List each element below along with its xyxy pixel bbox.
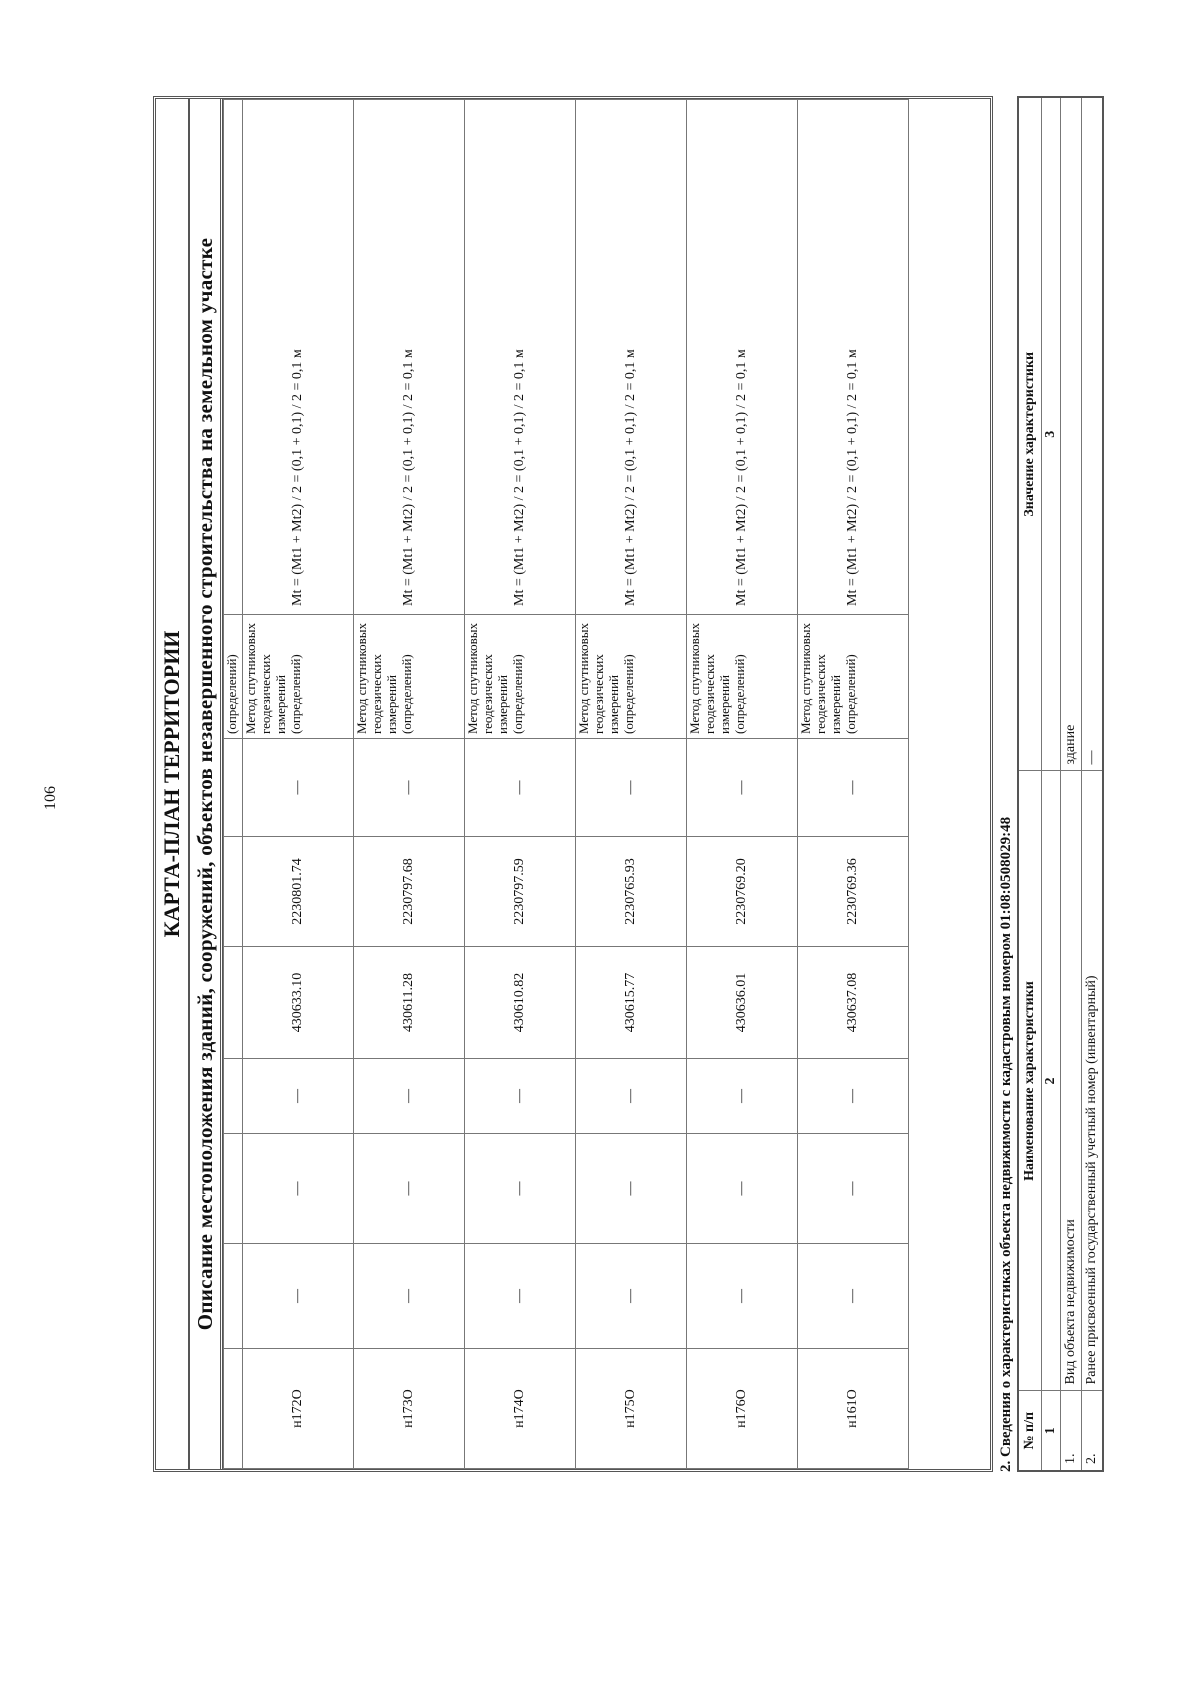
point-name: н161О	[798, 1349, 909, 1469]
dash-cell: —	[465, 739, 576, 837]
coord-y: 2230797.68	[354, 837, 465, 947]
document-title: КАРТА-ПЛАН ТЕРРИТОРИИ	[156, 99, 190, 1469]
dash-cell: —	[687, 1244, 798, 1349]
section-2-heading-text: 2. Сведения о характеристиках объекта недвижимости с кадастровым номером	[998, 933, 1014, 1472]
table-top-row	[224, 100, 243, 1469]
table-row	[354, 100, 465, 1469]
point-name: н174О	[465, 1349, 576, 1469]
dash-cell: —	[465, 1244, 576, 1349]
coord-y: 2230765.93	[576, 837, 687, 947]
coord-y: 2230769.36	[798, 837, 909, 947]
dash-cell: —	[243, 1134, 354, 1244]
characteristic-value: здание	[1061, 97, 1082, 771]
table-row	[243, 100, 354, 1469]
point-name: н172О	[243, 1349, 354, 1469]
method-cell: Метод спутниковых геодезических измерений (определений)	[687, 615, 798, 739]
coord-x: 430636.01	[687, 947, 798, 1059]
point-name: н175О	[576, 1349, 687, 1469]
table-row	[576, 100, 687, 1469]
cadastral-number: 01:08:0508029:48	[998, 816, 1014, 930]
method-cell: Метод спутниковых геодезических измерений (определений)	[798, 615, 909, 739]
colnum-3: 3	[1042, 97, 1061, 771]
row-number: 1.	[1061, 1391, 1082, 1471]
point-name: н176О	[687, 1349, 798, 1469]
dash-cell: —	[798, 739, 909, 837]
dash-cell: —	[243, 1244, 354, 1349]
coord-x: 430615.77	[576, 947, 687, 1059]
dash-cell: —	[798, 1244, 909, 1349]
header-no: № п/п	[1018, 1391, 1042, 1471]
method-cell: Метод спутниковых геодезических измерений (определений)	[354, 615, 465, 739]
formula-cell: Mt = (Mt1 + Mt2) / 2 = (0,1 + 0,1) / 2 = 0,1 м	[354, 100, 465, 615]
formula-cell: Mt = (Mt1 + Mt2) / 2 = (0,1 + 0,1) / 2 = 0,1 м	[798, 100, 909, 615]
dash-cell: —	[354, 1134, 465, 1244]
table-row	[687, 100, 798, 1469]
method-cell: Метод спутниковых геодезических измерений (определений)	[576, 615, 687, 739]
characteristic-name: Ранее присвоенный государственный учетный номер (инвентарный)	[1082, 771, 1104, 1391]
coord-y: 2230769.20	[687, 837, 798, 947]
points-table	[223, 99, 909, 1469]
method-cell: Метод спутниковых геодезических измерений (определений)	[243, 615, 354, 739]
coord-x: 430611.28	[354, 947, 465, 1059]
characteristics-header-row	[1018, 97, 1042, 1471]
header-name: Наименование характеристики	[1018, 771, 1042, 1391]
colnum-2: 2	[1042, 771, 1061, 1391]
coord-y: 2230797.59	[465, 837, 576, 947]
section-subtitle: Описание местоположения зданий, сооружений, объектов незавершенного строительства на земельном участке	[190, 99, 223, 1469]
formula-cell: Mt = (Mt1 + Mt2) / 2 = (0,1 + 0,1) / 2 = 0,1 м	[576, 100, 687, 615]
dash-cell: —	[576, 1059, 687, 1134]
characteristic-name: Вид объекта недвижимости	[1061, 771, 1082, 1391]
characteristic-value: —	[1082, 97, 1104, 771]
point-name: н173О	[354, 1349, 465, 1469]
dash-cell: —	[354, 1059, 465, 1134]
coord-x: 430637.08	[798, 947, 909, 1059]
characteristics-table	[1017, 96, 1104, 1472]
formula-cell: Mt = (Mt1 + Mt2) / 2 = (0,1 + 0,1) / 2 = 0,1 м	[687, 100, 798, 615]
method-fragment: (определений)	[224, 615, 243, 739]
formula-cell: Mt = (Mt1 + Mt2) / 2 = (0,1 + 0,1) / 2 = 0,1 м	[465, 100, 576, 615]
dash-cell: —	[354, 1244, 465, 1349]
header-value: Значение характеристики	[1018, 97, 1042, 771]
table-row	[798, 100, 909, 1469]
page-number: 106	[42, 786, 59, 810]
section-2	[997, 96, 1099, 1472]
dash-cell: —	[576, 1244, 687, 1349]
document-frame	[153, 96, 993, 1472]
characteristics-colnum-row	[1042, 97, 1061, 1471]
dash-cell: —	[354, 739, 465, 837]
dash-cell: —	[687, 1134, 798, 1244]
coord-y: 2230801.74	[243, 837, 354, 947]
formula-cell: Mt = (Mt1 + Mt2) / 2 = (0,1 + 0,1) / 2 = 0,1 м	[243, 100, 354, 615]
section-2-heading	[997, 96, 1015, 1472]
dash-cell: —	[576, 1134, 687, 1244]
dash-cell: —	[465, 1059, 576, 1134]
coord-x: 430633.10	[243, 947, 354, 1059]
row-number: 2.	[1082, 1391, 1104, 1471]
rotated-document	[153, 96, 1099, 1472]
dash-cell: —	[243, 739, 354, 837]
table-row	[465, 100, 576, 1469]
characteristics-row	[1061, 97, 1082, 1471]
dash-cell: —	[576, 739, 687, 837]
characteristics-row	[1082, 97, 1104, 1471]
coord-x: 430610.82	[465, 947, 576, 1059]
dash-cell: —	[798, 1059, 909, 1134]
method-cell: Метод спутниковых геодезических измерений (определений)	[465, 615, 576, 739]
dash-cell: —	[465, 1134, 576, 1244]
dash-cell: —	[798, 1134, 909, 1244]
dash-cell: —	[243, 1059, 354, 1134]
dash-cell: —	[687, 739, 798, 837]
dash-cell: —	[687, 1059, 798, 1134]
colnum-1: 1	[1042, 1391, 1061, 1471]
